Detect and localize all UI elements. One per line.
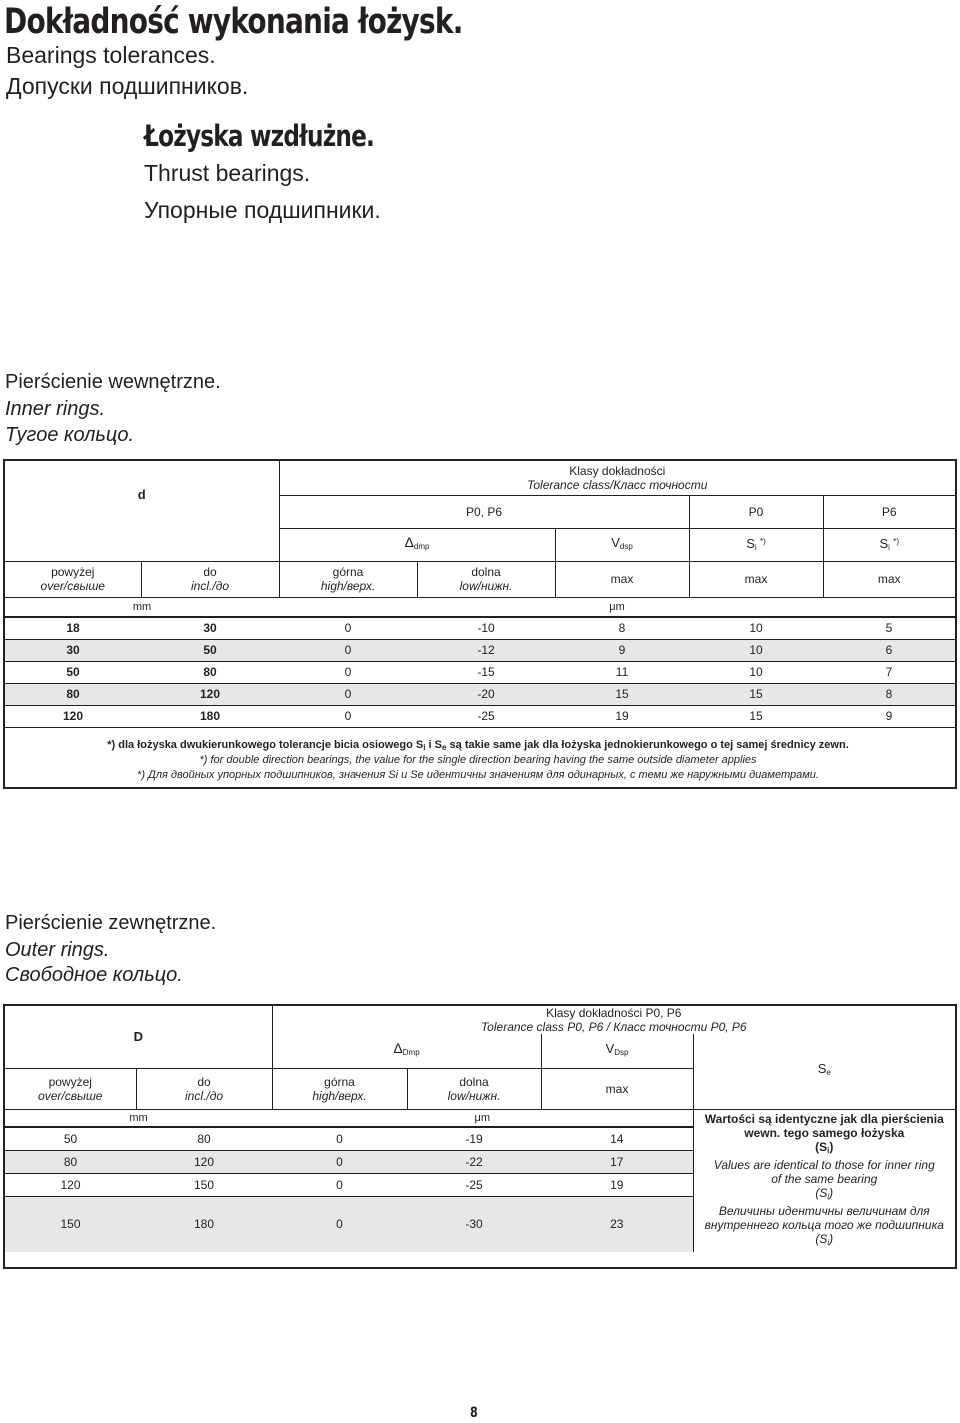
table-row: 120 150 0 -25 19 — [5, 1173, 955, 1196]
class-title-pl: Klasy dokładności — [569, 463, 666, 478]
outer-heading-ru: Свободное кольцо. — [5, 964, 183, 986]
unit-mm: mm — [5, 597, 279, 617]
class-header — [279, 461, 955, 495]
outer-table — [5, 1006, 955, 1252]
page-title-en: Bearings tolerances. — [6, 42, 216, 68]
high-header: górna high/верх. — [279, 561, 417, 597]
class-title-en: Tolerance class/Класс точности — [527, 477, 708, 492]
table-row: 30 50 0 -12 9 10 6 — [5, 639, 955, 661]
empty-cell — [5, 528, 279, 561]
page-title: Dokładność wykonania łożysk. — [4, 2, 463, 42]
footnote-pl: *) dla łożyska dwukierunkowego tolerancje bicia osiowego $S_i$ i $S_e$ są takie same jak dla łożyska jednokierunkowego o tej samej średnicy zewn. — [107, 739, 849, 752]
outer-unit-mm: mm — [5, 1109, 272, 1127]
v-Dsp-header: $V_{Dsp}$ — [541, 1034, 693, 1068]
outer-max-header: max — [541, 1068, 693, 1109]
se-note: Wartości są identyczne jak dla pierścienia wewn. tego samego łożyska $(S_i)$ Values are identical to those for inner ring of the same bearing $(S_i)$ Величины идентичны величинам для внутреннего кольца того же подшипника $(S_i)$ — [693, 1109, 955, 1252]
outer-heading-en: Outer rings. — [5, 939, 110, 961]
over-header: powyżej over/свыше — [5, 561, 141, 597]
page-title-ru: Допуски подшипников. — [6, 73, 249, 99]
inner-table — [5, 461, 955, 728]
outer-unit-um: μm — [272, 1109, 693, 1127]
d-header: d — [137, 486, 146, 502]
si-p6-header: $S_i$ *) — [879, 535, 900, 552]
outer-incl-header: do incl./до — [136, 1068, 272, 1109]
section-title-en: Thrust bearings. — [144, 160, 311, 186]
delta-Dmp-header: $\Delta_{Dmp}$ — [272, 1034, 541, 1068]
table-row: 80 120 0 -20 15 15 8 — [5, 683, 955, 705]
max-header-1: max — [555, 561, 689, 597]
class-p0p6: P0, P6 — [279, 495, 689, 528]
footnote-en: *) for double direction bearings, the value for the single direction bearing having the same outside diameter applies — [199, 754, 757, 766]
se-header: $S_e$ — [817, 1061, 831, 1078]
low-header: dolna low/нижн. — [417, 561, 555, 597]
footnote-ru: *) Для двойных упорных подшипников, значения Si и Se идентичны значениям для одинарных, с теми же наружными диаметрами. — [137, 769, 819, 781]
table-row: 18 30 0 -10 8 10 5 — [5, 617, 955, 639]
outer-over-header: powyżej over/свыше — [5, 1068, 136, 1109]
delta-dmp-header: $\Delta_{dmp}$ — [279, 528, 555, 561]
D-header: D — [133, 1028, 143, 1044]
inner-heading-en: Inner rings. — [5, 398, 106, 420]
outer-class-title-en: Tolerance class P0, P6 / Класс точности P0, P6 — [480, 1020, 747, 1034]
section-title-ru: Упорные подшипники. — [144, 197, 381, 223]
class-p6: P6 — [823, 495, 955, 528]
table-row: 50 80 0 -19 14 — [5, 1127, 955, 1150]
page-number: 8 — [470, 1405, 478, 1421]
class-p0: P0 — [689, 495, 823, 528]
section-title: Łożyska wzdłużne. — [144, 119, 375, 153]
table-row: 80 120 0 -22 17 — [5, 1150, 955, 1173]
outer-class-header — [272, 1006, 955, 1034]
table-row: 150 180 0 -30 23 — [5, 1196, 955, 1252]
outer-high-header: górna high/верх. — [272, 1068, 407, 1109]
max-header-3: max — [823, 561, 955, 597]
incl-header: do incl./до — [141, 561, 279, 597]
max-header-2: max — [689, 561, 823, 597]
inner-heading-ru: Тугое кольцо. — [5, 424, 135, 446]
si-p0-header: $S_i$ *) — [689, 528, 823, 561]
table-row: 50 80 0 -15 11 10 7 — [5, 661, 955, 683]
outer-low-header: dolna low/нижн. — [407, 1068, 541, 1109]
table-row: 120 180 0 -25 19 15 9 — [5, 705, 955, 727]
inner-heading: Pierścienie wewnętrzne. — [5, 371, 221, 393]
v-dsp-header: $V_{dsp}$ — [555, 528, 689, 561]
unit-um: μm — [279, 597, 955, 617]
outer-class-title-pl: Klasy dokładności P0, P6 — [546, 1006, 682, 1020]
outer-heading: Pierścienie zewnętrzne. — [5, 912, 217, 934]
